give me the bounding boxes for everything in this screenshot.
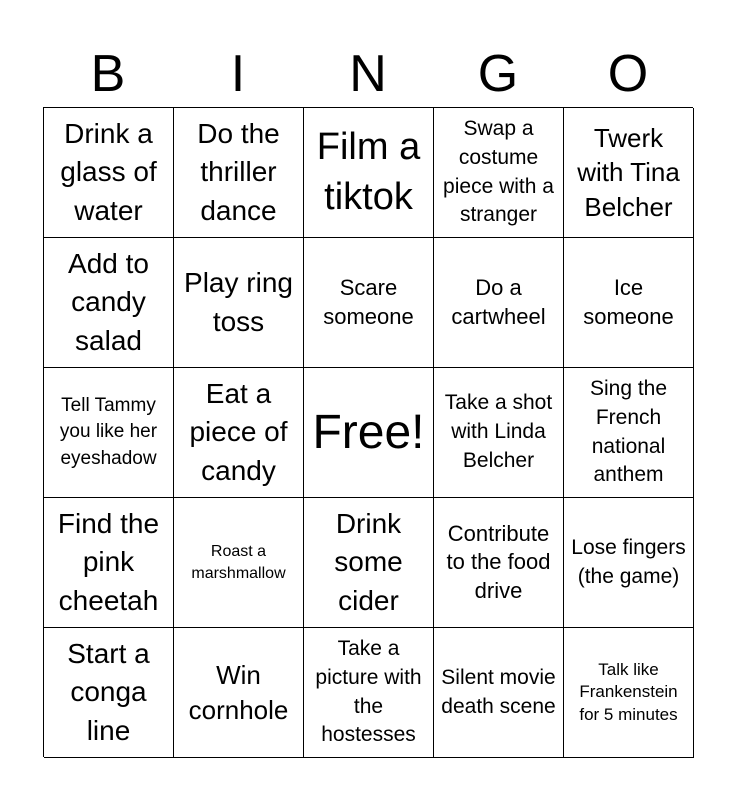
header-letter-g: G: [477, 45, 519, 103]
bingo-cell-b2[interactable]: [44, 238, 174, 368]
bingo-cell-o5[interactable]: [564, 628, 694, 758]
bingo-cell-n2[interactable]: [304, 238, 434, 368]
cell-label: Contribute to the food drive: [446, 520, 551, 603]
bingo-cell-g1[interactable]: [434, 108, 564, 238]
bingo-cell-g3[interactable]: [434, 368, 564, 498]
cell-label: Film a tiktok: [316, 126, 421, 218]
cell-label: Roast a marshmallow: [191, 542, 286, 582]
bingo-cell-b4[interactable]: [44, 498, 174, 628]
cell-label: Drink a glass of water: [60, 117, 157, 226]
bingo-cell-b1[interactable]: [44, 108, 174, 238]
header-letter-o: O: [607, 45, 649, 103]
cell-label: Swap a costume piece with a stranger: [443, 116, 554, 227]
bingo-cell-n1[interactable]: [304, 108, 434, 238]
cell-label: Take a shot with Linda Belcher: [444, 391, 553, 472]
bingo-cell-o1[interactable]: [564, 108, 694, 238]
bingo-cell-b3[interactable]: [44, 368, 174, 498]
bingo-board: [43, 107, 693, 757]
bingo-cell-i3[interactable]: [174, 368, 304, 498]
cell-label: Sing the French national anthem: [589, 376, 668, 487]
header-letter-n: N: [349, 45, 387, 103]
free-space-label: Free!: [312, 405, 425, 459]
cell-label: Win cornhole: [188, 659, 289, 725]
cell-label: Find the pink cheetah: [57, 507, 160, 616]
bingo-cell-g5[interactable]: [434, 628, 564, 758]
bingo-cell-n5[interactable]: [304, 628, 434, 758]
header-letter-b: B: [90, 45, 126, 103]
bingo-cell-o2[interactable]: [564, 238, 694, 368]
header-letter-i: I: [230, 45, 246, 103]
bingo-cell-b5[interactable]: [44, 628, 174, 758]
bingo-cell-i4[interactable]: [174, 498, 304, 628]
cell-label: Take a picture with the hostesses: [315, 636, 422, 747]
cell-label: Drink some cider: [334, 507, 403, 616]
bingo-cell-i1[interactable]: [174, 108, 304, 238]
cell-label: Twerk with Tina Belcher: [577, 122, 680, 222]
cell-label: Lose fingers (the game): [571, 535, 686, 588]
cell-label: Tell Tammy you like her eyeshadow: [59, 394, 158, 469]
bingo-cell-g2[interactable]: [434, 238, 564, 368]
cell-label: Do the thriller dance: [197, 117, 280, 226]
bingo-header: [43, 40, 693, 108]
cell-label: Eat a piece of candy: [189, 377, 288, 486]
bingo-cell-n4[interactable]: [304, 498, 434, 628]
bingo-cell-o4[interactable]: [564, 498, 694, 628]
cell-label: Talk like Frankenstein for 5 minutes: [579, 660, 678, 724]
bingo-cell-i5[interactable]: [174, 628, 304, 758]
cell-label: Scare someone: [323, 274, 414, 329]
cell-label: Ice someone: [583, 274, 674, 329]
cell-label: Add to candy salad: [68, 247, 149, 356]
cell-label: Silent movie death scene: [441, 665, 556, 718]
bingo-cell-o3[interactable]: [564, 368, 694, 498]
cell-label: Start a conga line: [67, 637, 150, 746]
cell-label: Do a cartwheel: [451, 274, 546, 329]
bingo-cell-i2[interactable]: [174, 238, 304, 368]
cell-label: Play ring toss: [184, 267, 293, 337]
bingo-cell-g4[interactable]: [434, 498, 564, 628]
bingo-cell-free[interactable]: [304, 368, 434, 498]
